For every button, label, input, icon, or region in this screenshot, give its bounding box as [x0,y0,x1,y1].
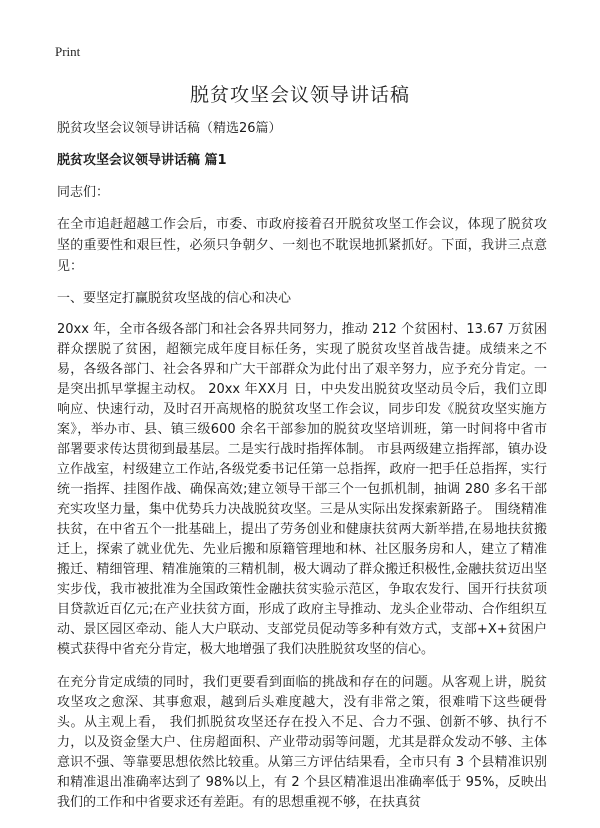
paragraph-challenges: 在充分肯定成绩的同时，我们更要看到面临的挑战和存在的问题。从客观上讲，脱贫攻坚攻之愈深、其事愈艰，越到后头难度越大，没有非常之策，很难啃下这些硬骨头。从主观上看， 我们抓脱贫攻坚还存在投入不足、合力不强、创新不够、执行不力，以及资金堡大户、住房超面积、产业带动弱等问题，尤其是群众发动不够、主体意识不强、等靠要思想依然比较重。从第三方评估结果看，全市只有 3 个县精准识别和精准退出准确率达到了 98%以上，有 2 个县区精准退出准确率低于 95%，反映出我们的工作和中省要求还有差距。有的思想重视不够，在扶真贫 [57,675,547,810]
document-title: 脱贫攻坚会议领导讲话稿 [189,84,410,106]
document-body [57,118,547,826]
document-subtitle: 脱贫攻坚会议领导讲话稿（精选26篇） [57,121,282,136]
print-link[interactable]: Print [55,44,81,59]
paragraph-heading-one: 一、要坚定打赢脱贫攻坚战的信心和决心 [57,291,292,306]
greeting: 同志们： [57,185,110,200]
paragraph-intro: 在全市追赶超越工作会后，市委、市政府接着召开脱贫攻坚工作会议，体现了脱贫攻坚的重要性和艰巨性，必须只争朝夕、一刻也不耽误地抓紧抓好。下面，我讲三点意见： [57,217,547,274]
paragraph-achievements: 20xx 年，全市各级各部门和社会各界共同努力，推动 212 个贫困村、13.67 万贫困群众摆脱了贫困，超额完成年度目标任务，实现了脱贫攻坚首战告捷。成绩来之不易，各级各部门、社会各界和广大干部群众为此付出了艰辛努力，应予充分肯定。一是突出抓早掌握主动权。 20xx 年XX月 日，中央发出脱贫攻坚动员令后，我们立即响应、快速行动，及时召开高规格的脱贫攻坚工作会议，同步印发《脱贫攻坚实施方案》，举办市、县、镇三级600 余名干部参加的脱贫攻坚培训班，第一时间将中省市部署要求传达贯彻到最基层。二是实行战时指挥体制。 市县两级建立指挥部，镇办设立作战室，村级建立工作站,各级党委书记任第一总指挥，政府一把手任总指挥，实行统一指挥、挂图作战、确保高效;建立领导干部三个一包抓机制，抽调 280 多名干部充实攻坚力量，集中优势兵力决战脱贫攻坚。三是从实际出发探索新路子。 围绕精准扶贫，在中省五个一批基础上，提出了劳务创业和健康扶贫两大新举措,在易地扶贫搬迁上，探索了就业优先、先业后搬和原籍管理地和林、社区服务房和人，建立了精准搬迁、精细管理、精准施策的三精机制，极大调动了群众搬迁积极性,金融扶贫迈出坚实步伐，我市被批准为全国政策性金融扶贫实验示范区，争取农发行、国开行扶贫项目贷款近百亿元;在产业扶贫方面，形成了政府主导推动、龙头企业带动、合作组织互动、景区园区牵动、能人大户联动、支部党员促动等多种有效方式，支部+X+贫困户模式获得中省充分肯定，极大地增强了我们决胜脱贫攻坚的信心。 [57,322,547,657]
section-heading: 脱贫攻坚会议领导讲话稿 篇1 [57,153,227,168]
